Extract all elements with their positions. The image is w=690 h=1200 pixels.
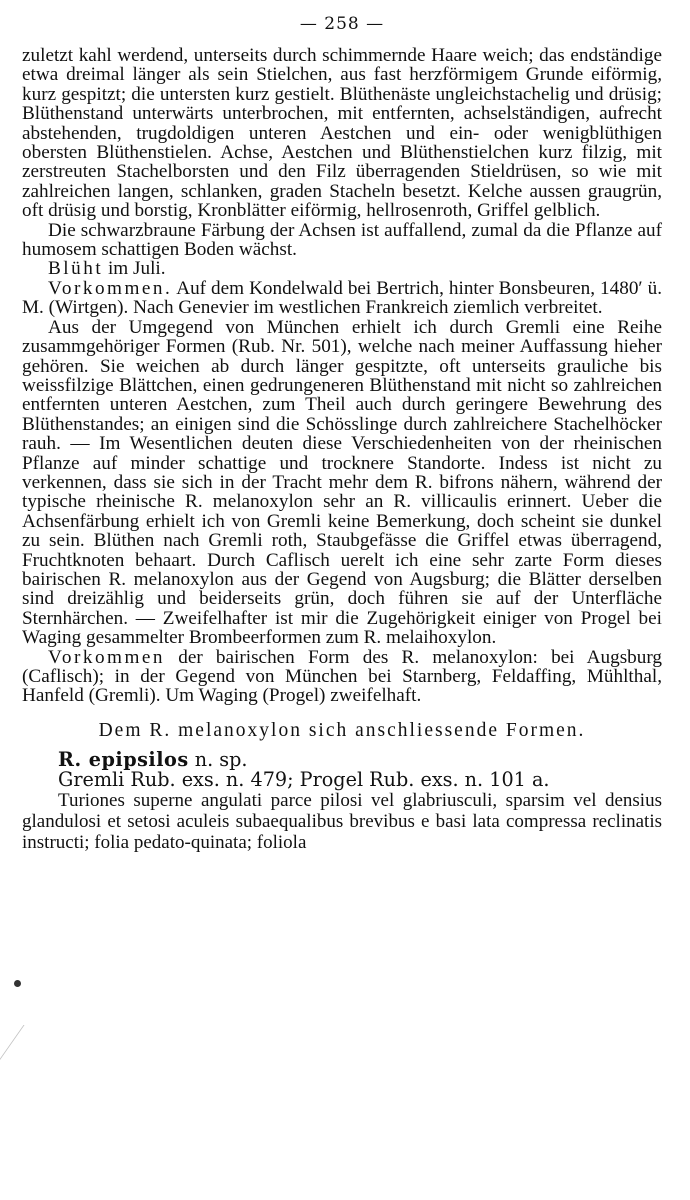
occurrence-label: Vorkommen. [48,277,173,299]
paragraph-description: zuletzt kahl werdend, unterseits durch schimmernde Haare weich; das endständige etwa dreimal länger als sein Stielchen, aus fast herzförmigem Grunde eiförmig, kurz gespitzt; die untersten kurz gestielt. Blüthenäste ungleichstachelig und drüsig; Blüthenstand unterwärts unterbrochen, mit entfernten, achselständigen, aufrecht abstehenden, trugdoldigen unteren Aestchen und ein- oder wenigblüthigen obersten Blüthenstielen. Achse, Aestchen und Blüthenstielchen kurz filzig, mit zerstreuten Stachelborsten und den Filz überragenden Stieldrüsen, so wie mit zahlreichen langen, schlanken, graden Stacheln besetzt. Kelche aussen graugrün, oft drüsig und borstig, Kronblätter eiförmig, hellrosenroth, Griffel gelblich. [22,45,662,222]
bavarian-occurrence-label: Vorkommen [48,646,166,668]
flowering-label: Blüht [48,258,104,280]
margin-pencil-mark [0,1025,59,1075]
paragraph-flowering [22,259,662,278]
exsiccata-sources: Gremli Rub. exs. n. 479; Progel Rub. exs. n. 101 a. [58,767,550,791]
margin-ink-dot [14,980,21,987]
paragraph-bavarian-occurrence [22,648,662,706]
species-line [58,747,662,771]
species-suffix: n. sp. [188,747,248,771]
paragraph-munich-forms: Aus der Umgegend von München erhielt ich durch Gremli eine Reihe zusammgehöriger Formen (Rub. Nr. 501), welche nach meiner Auffassung hieher gehören. Sie weichen ab durch länger gespitzte, oft unterseits grauliche bis weissfilzige Blättchen, einen gedrungeneren Blüthenstand mit nicht so zahlreichen entfernten unteren Aestchen, zum Theil auch durch geringere Bewehrung des Blüthenstandes; an einigen sind die Schösslinge durch zahlreichere Stachelhöcker rauh. — Im Wesentlichen deuten diese Verschiedenheiten von der rheinischen Pflanze auf minder schattige und trocknere Standorte. Indess ist nicht zu verkennen, dass sie sich in der Tracht mehr dem R. bifrons nähern, während der typische rheinische R. melanoxylon sehr an R. villicaulis erinnert. Ueber die Achsenfärbung erhielt ich von Gremli keine Bemerkung, doch scheint sie dunkel zu sein. Blüthen nach Gremli roth, Staubgefässe die Griffel etwas überragend, Fruchtknoten behaart. Durch Caflisch uerelt ich eine sehr zarte Form dieses bairischen R. melanoxylon aus der Gegend von Augsburg; die Blätter derselben sind dreizählig und beiderseits grün, doch führen sie auf der Unterfläche Sternhärchen. — Zweifelhafter ist mir die Zugehörigkeit einiger von Progel bei Waging gesammelter Brombeerformen zum R. melaihoxylon. [22,316,662,649]
body-text [22,46,662,706]
latin-paragraph: Turiones superne angulati parce pilosi vel glabriusculi, sparsim vel densius glandulosi et setosi aculeis subaequalibus brevibus e basi lata compressa reclinatis instructi; folia pedato-quinata; foliola [22,789,662,853]
latin-description [22,790,662,853]
section-heading: Dem R. melanoxylon sich anschliessende Formen. [98,719,586,741]
page-number: — 258 — [299,14,385,34]
flowering-text: im Juli. [103,258,166,280]
book-page [22,14,662,853]
occurrence-text: Auf dem Kondelwald bei Bertrich, hinter Bonsbeuren, 1480′ ü. M. (Wirtgen). Nach Genevier im westlichen Frankreich ziemlich verbreitet. [22,277,662,319]
species-name: R. epipsilos [58,747,189,771]
paragraph-occurrence [22,279,662,318]
paragraph-coloring: Die schwarzbraune Färbung der Achsen ist auffallend, zumal da die Pflanze auf humosem schattigen Boden wächst. [22,219,662,261]
bavarian-occurrence-text: der bairischen Form des R. melanoxylon: bei Augsburg (Caflisch); in der Gegend von München bei Starnberg, Feldaffing, Mühlthal, Hanfeld (Gremli). Um Waging (Progel) zweifelhaft. [22,646,662,707]
